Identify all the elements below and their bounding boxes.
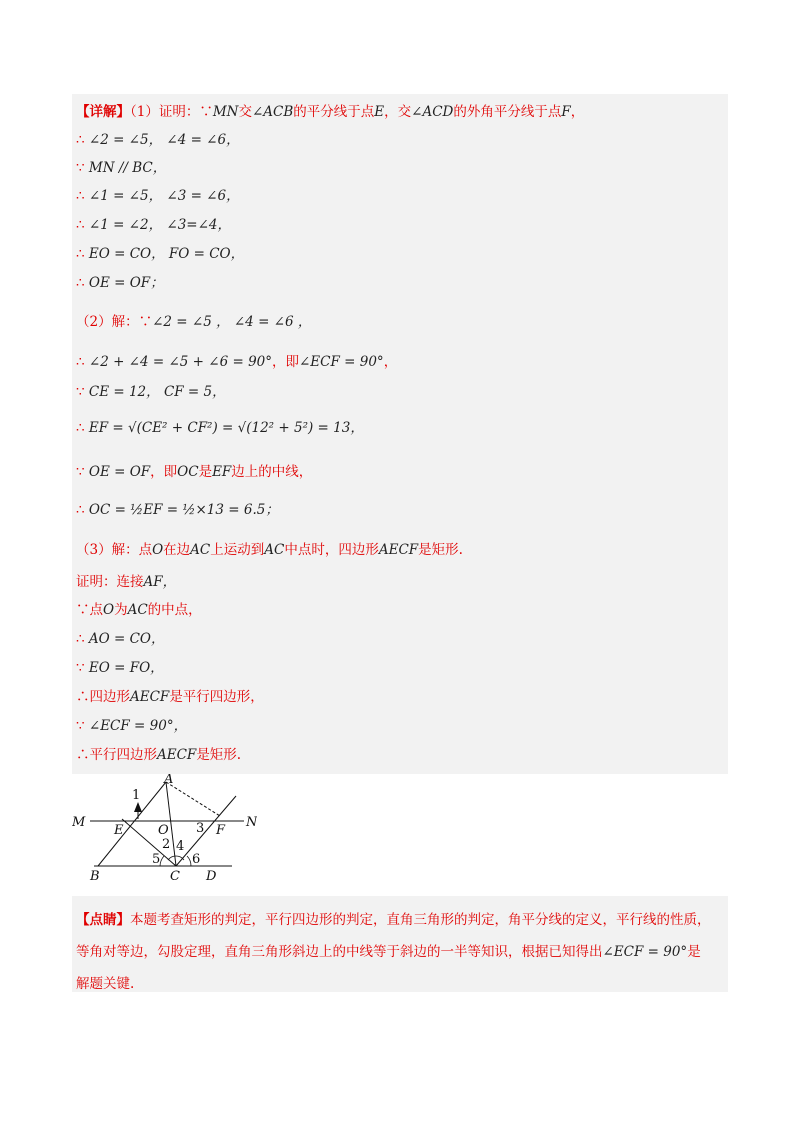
part2-line-1 (76, 310, 311, 330)
math: ∠ECF = 90° (602, 944, 688, 960)
part3-line-8 (76, 743, 241, 763)
text: （2）解：∵ (76, 314, 153, 330)
label-d: D (206, 869, 217, 884)
part1-line-4 (76, 184, 240, 204)
label-e: E (114, 823, 124, 838)
text: 是 (198, 464, 213, 480)
math: CE = 12， CF = 5， (88, 384, 226, 400)
label-angle-6: 6 (192, 852, 201, 867)
math: AECF (130, 689, 170, 705)
math: AF， (143, 574, 177, 590)
text: ，交 (384, 104, 412, 120)
label-a: A (164, 774, 174, 787)
math: AECF (157, 747, 197, 763)
math: MN // BC， (88, 160, 167, 176)
math: OE = OF； (88, 275, 164, 291)
part2-line-4 (76, 416, 364, 436)
arrow-1-head (134, 802, 142, 812)
part3-line-4 (76, 627, 165, 647)
math: ∠2 = ∠5， ∠4 = ∠6， (88, 132, 240, 148)
angle-arc-6 (187, 856, 191, 866)
text: 边上的中线， (231, 464, 313, 480)
math: AECF (378, 542, 419, 558)
therefore-symbol: ∴ (76, 631, 89, 647)
math: ∠1 = ∠5， ∠3 = ∠6， (88, 188, 240, 204)
math: OC (177, 464, 199, 480)
text: ∴四边形 (76, 689, 130, 705)
comment-panel (72, 896, 728, 992)
part1-line-1 (76, 100, 584, 120)
therefore-symbol: ∴ (76, 217, 89, 233)
text: ∵点 (76, 602, 103, 618)
text: 是矩形. (418, 542, 463, 558)
therefore-symbol: ∴ (76, 132, 89, 148)
math: ∠ECF = 90° (299, 354, 384, 370)
math: ∠ACD (411, 104, 454, 120)
part1-line-7 (76, 271, 164, 291)
math: EO = CO， FO = CO， (88, 246, 245, 262)
therefore-symbol: ∴ (76, 188, 89, 204)
text: 中点时，四边形 (284, 542, 379, 558)
part2-line-5 (76, 460, 312, 480)
part3-line-3 (76, 598, 202, 618)
label-o: O (158, 823, 169, 838)
geometry-figure (72, 774, 257, 884)
text: 等角对等边，勾股定理，直角三角形斜边上的中线等于斜边的一半等知识，根据已知得出 (76, 944, 603, 960)
math: AO = CO， (88, 631, 165, 647)
comment-line-1 (76, 908, 711, 928)
label-m: M (72, 815, 86, 830)
math: AC (190, 542, 211, 558)
text: 是平行四边形， (169, 689, 264, 705)
math: O (103, 602, 115, 618)
math: EF (212, 464, 232, 480)
therefore-symbol: ∴ (76, 275, 89, 291)
text: （1）证明：∵ (130, 104, 213, 120)
math: OE = OF (88, 464, 151, 480)
part2-line-6 (76, 498, 279, 518)
label-b: B (90, 869, 100, 884)
math: EO = FO， (88, 660, 164, 676)
figure-panel (72, 774, 728, 884)
comment-tag: 【点睛】 (76, 912, 130, 928)
math: E (374, 104, 385, 120)
text: 的中点， (147, 602, 202, 618)
text: ，即 (150, 464, 178, 480)
solution-tag: 【详解】 (76, 104, 130, 120)
text: 在边 (163, 542, 191, 558)
part2-line-2 (76, 350, 397, 370)
math: ∠2 = ∠5 ， ∠4 = ∠6 ， (152, 314, 312, 330)
part3-line-6 (76, 685, 264, 705)
math: EF = √(CE² + CF²) = √(12² + 5²) = 13， (88, 420, 364, 436)
text: 上运动到 (210, 542, 265, 558)
part3-line-7 (76, 714, 187, 734)
text: 的平分线于点 (293, 104, 375, 120)
text: （3）解：点 (76, 542, 153, 558)
math: MN (212, 104, 239, 120)
math: F (561, 104, 571, 120)
label-angle-5: 5 (152, 852, 161, 867)
because-symbol: ∵ (76, 718, 89, 734)
text: 的外角平分线于点 (453, 104, 562, 120)
part1-line-5 (76, 213, 231, 233)
label-f: F (216, 823, 226, 838)
text: ∴平行四边形 (76, 747, 157, 763)
part1-line-3 (76, 156, 166, 176)
solution-panel (72, 94, 728, 774)
comment-line-2 (76, 940, 701, 960)
angle-arc-5 (160, 856, 164, 866)
label-n: N (246, 815, 257, 830)
part3-line-1 (76, 538, 463, 558)
part3-line-5 (76, 656, 164, 676)
part3-line-2 (76, 570, 176, 590)
text: 证明：连接 (76, 574, 144, 590)
comment-line-3 (76, 972, 134, 992)
math: ∠ACB (251, 104, 294, 120)
because-symbol: ∵ (76, 660, 89, 676)
math: ∠ECF = 90°， (88, 718, 188, 734)
text: 解题关键. (76, 976, 135, 992)
math: AC (127, 602, 148, 618)
therefore-symbol: ∴ (76, 354, 89, 370)
text: 本题考查矩形的判定，平行四边形的判定，直角三角形的判定，角平分线的定义，平行线的性质， (130, 912, 711, 928)
math: AC (264, 542, 285, 558)
label-c: C (170, 869, 180, 884)
text: 是 (687, 944, 701, 960)
label-angle-4: 4 (176, 839, 185, 854)
text: 为 (114, 602, 128, 618)
part1-line-2 (76, 128, 240, 148)
because-symbol: ∵ (76, 384, 89, 400)
therefore-symbol: ∴ (76, 420, 89, 436)
math: ∠1 = ∠2， ∠3=∠4， (88, 217, 231, 233)
text: 是矩形. (196, 747, 242, 763)
text: ， (383, 354, 398, 370)
segment-af-dashed (166, 782, 220, 816)
therefore-symbol: ∴ (76, 246, 89, 262)
text: ，即 (272, 354, 299, 370)
label-angle-2: 2 (162, 837, 171, 852)
text: ， (570, 104, 585, 120)
text: 交 (238, 104, 252, 120)
math: O (152, 542, 164, 558)
label-angle-1: 1 (132, 788, 141, 803)
segment-cf (176, 796, 236, 866)
because-symbol: ∵ (76, 160, 89, 176)
therefore-symbol: ∴ (76, 502, 89, 518)
math: OC = ½EF = ½×13 = 6.5； (88, 502, 279, 518)
part2-line-3 (76, 380, 226, 400)
math: ∠2 + ∠4 = ∠5 + ∠6 = 90° (88, 354, 272, 370)
part1-line-6 (76, 242, 244, 262)
because-symbol: ∵ (76, 464, 89, 480)
label-angle-3: 3 (196, 821, 205, 836)
